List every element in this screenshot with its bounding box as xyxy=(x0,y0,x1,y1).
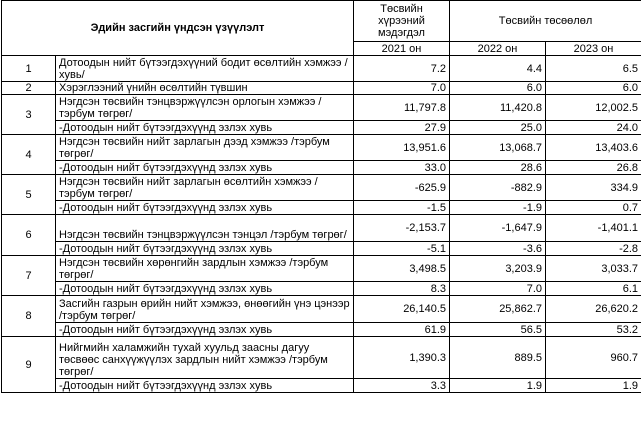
value-2023: 24.0 xyxy=(546,121,641,135)
indicator-label: Нэгдсэн төсвийн тэнцвэржүүлсэн тэнцэл /тэрбум төгрөг/ xyxy=(56,215,354,242)
table-row xyxy=(2,323,641,337)
value-2021: -1.5 xyxy=(354,201,450,215)
value-2023: 0.7 xyxy=(546,201,641,215)
indicator-label: Нэгдсэн төсвийн нийт зарлагын дээд хэмжээ /тэрбум төгрөг/ xyxy=(56,135,354,161)
value-2023: 1.9 xyxy=(546,379,641,393)
indicator-label: Нэгдсэн төсвийн хөрөнгийн зардлын хэмжээ /тэрбум төгрөг/ xyxy=(56,256,354,282)
value-2023: 26,620.2 xyxy=(546,296,641,323)
row-number: 7 xyxy=(2,256,56,296)
value-2022: 3,203.9 xyxy=(450,256,546,282)
value-2021: -5.1 xyxy=(354,242,450,256)
estimate-header: Төсвийн хүрээний мэдэгдэл xyxy=(354,1,450,42)
value-2023: 6.1 xyxy=(546,282,641,296)
row-number: 4 xyxy=(2,135,56,175)
value-2022: 25.0 xyxy=(450,121,546,135)
economic-indicators-table xyxy=(1,0,641,393)
table-row xyxy=(2,175,641,201)
table-row xyxy=(2,242,641,256)
indicator-label: -Дотоодын нийт бүтээгдэхүүнд эзлэх хувь xyxy=(56,161,354,175)
value-2023: 13,403.6 xyxy=(546,135,641,161)
value-2021: 1,390.3 xyxy=(354,337,450,379)
table-row xyxy=(2,296,641,323)
indicator-label: Нэгдсэн төсвийн нийт зарлагын өсөлтийн хэмжээ /тэрбум төгрөг/ xyxy=(56,175,354,201)
value-2021: 7.2 xyxy=(354,56,450,82)
year-2023-header: 2023 он xyxy=(546,42,641,56)
value-2021: 13,951.6 xyxy=(354,135,450,161)
value-2021: 33.0 xyxy=(354,161,450,175)
value-2021: 3.3 xyxy=(354,379,450,393)
value-2021: 7.0 xyxy=(354,82,450,95)
value-2021: 8.3 xyxy=(354,282,450,296)
year-2022-header: 2022 он xyxy=(450,42,546,56)
indicator-label: Дотоодын нийт бүтээгдэхүүний бодит өсөлтийн хэмжээ /хувь/ xyxy=(56,56,354,82)
table-row xyxy=(2,379,641,393)
value-2022: 889.5 xyxy=(450,337,546,379)
row-number: 8 xyxy=(2,296,56,337)
indicator-label: -Дотоодын нийт бүтээгдэхүүнд эзлэх хувь xyxy=(56,379,354,393)
value-2023: 6.0 xyxy=(546,82,641,95)
value-2023: -2.8 xyxy=(546,242,641,256)
value-2022: -1.9 xyxy=(450,201,546,215)
value-2023: 53.2 xyxy=(546,323,641,337)
value-2023: 3,033.7 xyxy=(546,256,641,282)
value-2021: 11,797.8 xyxy=(354,95,450,121)
value-2023: 334.9 xyxy=(546,175,641,201)
value-2021: -625.9 xyxy=(354,175,450,201)
row-number: 9 xyxy=(2,337,56,393)
value-2023: 26.8 xyxy=(546,161,641,175)
value-2022: 28.6 xyxy=(450,161,546,175)
table-row xyxy=(2,215,641,242)
table-row xyxy=(2,256,641,282)
value-2022: -1,647.9 xyxy=(450,215,546,242)
value-2022: 4.4 xyxy=(450,56,546,82)
table-row xyxy=(2,82,641,95)
table-row xyxy=(2,201,641,215)
value-2022: 13,068.7 xyxy=(450,135,546,161)
table-title: Эдийн засгийн үндсэн үзүүлэлт xyxy=(2,1,354,56)
indicator-label: -Дотоодын нийт бүтээгдэхүүнд эзлэх хувь xyxy=(56,282,354,296)
indicator-label: -Дотоодын нийт бүтээгдэхүүнд эзлэх хувь xyxy=(56,323,354,337)
table-row xyxy=(2,121,641,135)
table-row xyxy=(2,161,641,175)
value-2023: 12,002.5 xyxy=(546,95,641,121)
value-2022: 11,420.8 xyxy=(450,95,546,121)
value-2022: -882.9 xyxy=(450,175,546,201)
value-2023: -1,401.1 xyxy=(546,215,641,242)
table-row xyxy=(2,56,641,82)
table-row xyxy=(2,135,641,161)
row-number: 1 xyxy=(2,56,56,82)
row-number: 3 xyxy=(2,95,56,135)
row-number: 2 xyxy=(2,82,56,95)
value-2022: 7.0 xyxy=(450,282,546,296)
indicator-label: Нийгмийн халамжийн тухай хуульд заасны дагуу төсвөөс санхүүжүүлэх зардлын нийт хэмжээ /тэрбум төгрөг/ xyxy=(56,337,354,379)
row-number: 5 xyxy=(2,175,56,215)
value-2021: 27.9 xyxy=(354,121,450,135)
table-row xyxy=(2,95,641,121)
indicator-label: Хэрэглээний үнийн өсөлтийн түвшин xyxy=(56,82,354,95)
indicator-label: -Дотоодын нийт бүтээгдэхүүнд эзлэх хувь xyxy=(56,121,354,135)
table-row xyxy=(2,337,641,379)
value-2022: 25,862.7 xyxy=(450,296,546,323)
table-row xyxy=(2,282,641,296)
indicator-label: -Дотоодын нийт бүтээгдэхүүнд эзлэх хувь xyxy=(56,242,354,256)
forecast-header: Төсвийн төсөөлөл xyxy=(450,1,641,42)
year-2021-header: 2021 он xyxy=(354,42,450,56)
value-2022: 1.9 xyxy=(450,379,546,393)
value-2022: 56.5 xyxy=(450,323,546,337)
indicator-label: -Дотоодын нийт бүтээгдэхүүнд эзлэх хувь xyxy=(56,201,354,215)
value-2023: 960.7 xyxy=(546,337,641,379)
value-2022: -3.6 xyxy=(450,242,546,256)
value-2021: 61.9 xyxy=(354,323,450,337)
row-number: 6 xyxy=(2,215,56,256)
indicator-label: Нэгдсэн төсвийн тэнцвэржүүлсэн орлогын хэмжээ /тэрбум төгрөг/ xyxy=(56,95,354,121)
value-2023: 6.5 xyxy=(546,56,641,82)
value-2021: 26,140.5 xyxy=(354,296,450,323)
value-2021: -2,153.7 xyxy=(354,215,450,242)
indicator-label: Засгийн газрын өрийн нийт хэмжээ, өнөөгийн үнэ цэнээр /тэрбум төгрөг/ xyxy=(56,296,354,323)
value-2022: 6.0 xyxy=(450,82,546,95)
value-2021: 3,498.5 xyxy=(354,256,450,282)
